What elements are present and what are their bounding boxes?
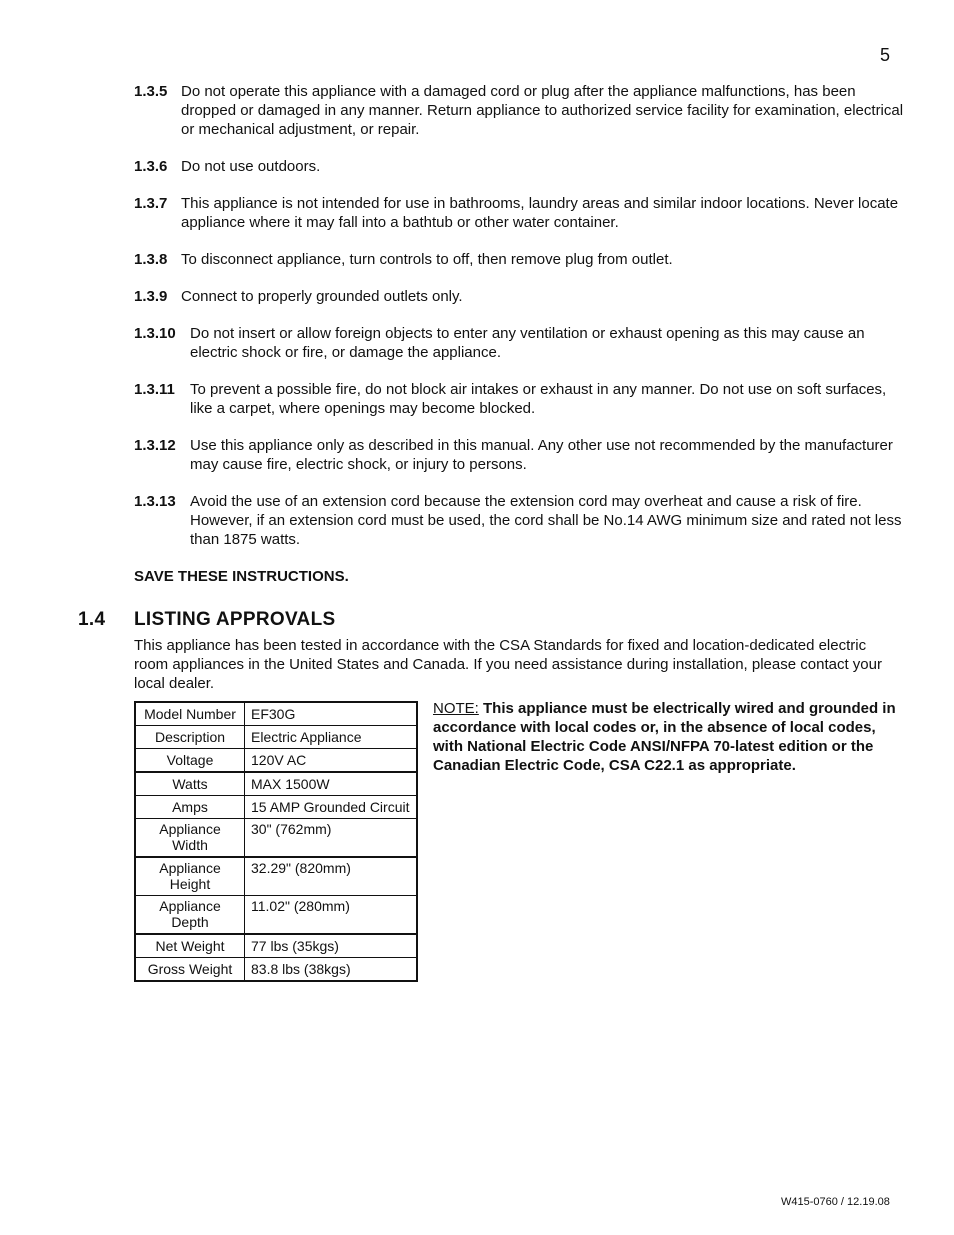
table-row	[135, 958, 417, 982]
spec-value: 15 AMP Grounded Circuit	[245, 796, 418, 819]
item-text: To disconnect appliance, turn controls to off, then remove plug from outlet.	[181, 251, 673, 268]
safety-instructions-list	[134, 82, 904, 586]
spec-value: 30" (762mm)	[245, 819, 418, 858]
list-item	[134, 436, 904, 474]
spec-label: Gross Weight	[135, 958, 245, 982]
item-text: Do not use outdoors.	[181, 158, 321, 175]
spec-label: Description	[135, 726, 245, 749]
spec-value: 77 lbs (35kgs)	[245, 934, 418, 958]
spec-value: 120V AC	[245, 749, 418, 773]
section-heading	[78, 610, 335, 629]
table-row	[135, 934, 417, 958]
spec-label: Amps	[135, 796, 245, 819]
list-item	[134, 157, 904, 176]
list-item	[134, 492, 904, 549]
section-number: 1.4	[78, 609, 106, 630]
section-intro: This appliance has been tested in accordance with the CSA Standards for fixed and location-dedicated electric room appliances in the United States and Canada. If you need assistance during installation, please contact your local dealer.	[134, 637, 882, 692]
list-item	[134, 250, 904, 269]
spec-value: Electric Appliance	[245, 726, 418, 749]
spec-value: 83.8 lbs (38kgs)	[245, 958, 418, 982]
spec-value: 11.02" (280mm)	[245, 896, 418, 935]
table-row	[135, 772, 417, 796]
spec-value: MAX 1500W	[245, 772, 418, 796]
spec-value: 32.29" (820mm)	[245, 857, 418, 896]
item-number: 1.3.6	[134, 158, 168, 175]
spec-label: Appliance Depth	[135, 896, 245, 935]
page-number: 5	[880, 45, 891, 65]
item-number: 1.3.13	[134, 493, 176, 510]
table-row	[135, 726, 417, 749]
list-item	[134, 194, 904, 232]
spec-label: Appliance Width	[135, 819, 245, 858]
item-text: To prevent a possible fire, do not block air intakes or exhaust in any manner. Do not use on soft surfaces, like a carpet, where openings may become blocked.	[190, 381, 887, 417]
item-number: 1.3.8	[134, 251, 168, 268]
table-row	[135, 749, 417, 773]
table-row	[135, 896, 417, 935]
table-row	[135, 702, 417, 726]
document-code: W415-0760 / 12.19.08	[781, 1196, 890, 1208]
save-instructions: SAVE THESE INSTRUCTIONS.	[134, 568, 349, 585]
spec-label: Watts	[135, 772, 245, 796]
list-item	[134, 287, 904, 306]
spec-value: EF30G	[245, 702, 418, 726]
note-label: NOTE:	[433, 700, 479, 717]
specs-table	[134, 701, 418, 982]
note-text: This appliance must be electrically wired and grounded in accordance with local codes or, in the absence of local codes, with National Electric Code ANSI/NFPA 70-latest edition or the Canadian Electric Code, CSA C22.1 as appropriate.	[433, 700, 896, 774]
section-title: LISTING APPROVALS	[134, 609, 336, 630]
list-item	[134, 380, 904, 418]
item-number: 1.3.9	[134, 288, 168, 305]
table-row	[135, 857, 417, 896]
item-text: Connect to properly grounded outlets only.	[181, 288, 463, 305]
table-row	[135, 796, 417, 819]
item-number: 1.3.5	[134, 83, 168, 100]
item-number: 1.3.11	[134, 381, 175, 398]
item-number: 1.3.10	[134, 325, 176, 342]
item-number: 1.3.7	[134, 195, 168, 212]
item-text: Do not insert or allow foreign objects to enter any ventilation or exhaust opening as this may cause an electric shock or fire, or damage the appliance.	[190, 325, 865, 361]
item-number: 1.3.12	[134, 437, 176, 454]
item-text: Use this appliance only as described in this manual. Any other use not recommended by the manufacturer may cause fire, electric shock, or injury to persons.	[190, 437, 893, 473]
table-row	[135, 819, 417, 858]
spec-label: Model Number	[135, 702, 245, 726]
list-item	[134, 82, 904, 139]
list-item	[134, 324, 904, 362]
spec-label: Appliance Height	[135, 857, 245, 896]
item-text: This appliance is not intended for use in bathrooms, laundry areas and similar indoor locations. Never locate appliance where it may fall into a bathtub or other water container.	[181, 195, 899, 231]
spec-label: Voltage	[135, 749, 245, 773]
item-text: Avoid the use of an extension cord because the extension cord may overheat and cause a risk of fire. However, if an extension cord must be used, the cord shall be No.14 AWG minimum size and rated not less than 1875 watts.	[190, 493, 902, 548]
wiring-note	[433, 699, 903, 775]
item-text: Do not operate this appliance with a damaged cord or plug after the appliance malfunctions, has been dropped or damaged in any manner. Return appliance to authorized service facility for examination, electrical or mechanical adjustment, or repair.	[181, 83, 904, 138]
spec-label: Net Weight	[135, 934, 245, 958]
